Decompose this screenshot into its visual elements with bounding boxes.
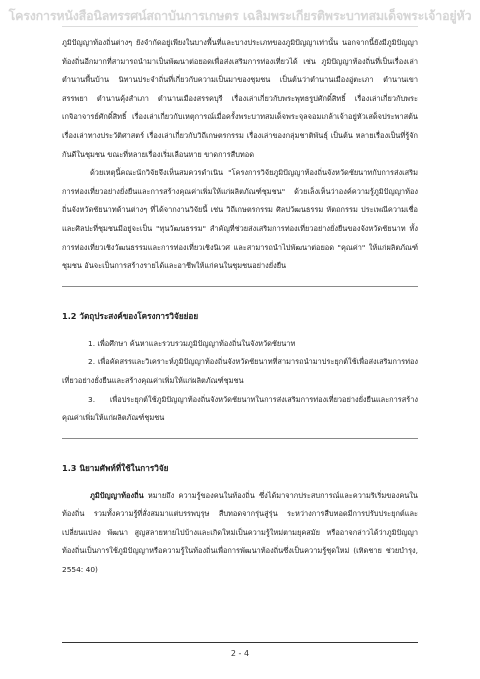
spacer (62, 428, 418, 438)
page-number: 2 - 4 (230, 649, 250, 658)
page-body (62, 34, 418, 580)
spacer (62, 477, 418, 487)
defined-term: ภูมิปัญญาท้องถิ่น (90, 490, 144, 500)
header-divider (62, 26, 418, 27)
objective-item-1: 1. เพื่อศึกษา ค้นหาและรวบรวมภูมิปัญญาท้องถิ่นในจังหวัดชัยนาท (88, 338, 296, 348)
objective-item-3: 3. เพื่อประยุกต์ใช้ภูมิปัญญาท้องถิ่นจังหวัดชัยนาทในการส่งเสริมการท่องเที่ยวอย่างยั่งยืนและการสร้างคุณค่าเพิ่มให้แก่ผลิตภัณฑ์ชุมชน (62, 394, 418, 423)
spacer (62, 287, 418, 307)
objective-item-2: 2. เพื่อคัดสรรและวิเคราะห์ภูมิปัญญาท้องถิ่นจังหวัดชัยนาทที่สามารถนำมาประยุกต์ใช้เพื่อส่งเสริมการท่องเที่ยวอย่างยั่งยืนและสร้างคุณค่าเพิ่มให้แก่ผลิตภัณฑ์ชุมชน (62, 357, 418, 385)
definition-text: หมายถึง ความรู้ของคนในท้องถิ่น ซึ่งได้มาจากประสบการณ์และความริเริ่มของคนในท้องถิ่น รวมทั้งความรู้ที่สั่งสมมาแต่บรรพบุรุษ สืบทอดจากรุ่นสู่รุ่น ระหว่างการสืบทอดมีการปรับประยุกต์และเปลี่ยนแปลง พัฒนา สูญสลายหายไปบ้างและเกิดใหม่เป็นความรู้ใหม่ตามยุคสมัย หรืออาจกล่าวได้ว่าภูมิปัญญาท้องถิ่นเป็นการใช้ภูมิปัญญาหรือความรู้ในท้องถิ่นเพื่อการพัฒนาท้องถิ่นซึ่งเป็นความรู้ชุดใหม่ (เทิดชาย ช่วยบำรุง, 2554: 40) (62, 490, 418, 575)
intro-paragraph-1: ภูมิปัญญาท้องถิ่นต่างๆ ยังจำกัดอยู่เพียงในบางพื้นที่และบางประเภทของภูมิปัญญาเท่านั้น นอกจากนี้ยังมีภูมิปัญญาท้องถิ่นอีกมากที่สามารถนำมาเป็นพัฒนาต่อยอดเพื่อส่งเสริมการท่องเที่ยวได้ เช่น ภูมิปัญญาท้องถิ่นที่เป็นเรื่องเล่า ตำนานพื้นบ้าน นิทานประจำถิ่นที่เกี่ยวกับความเป็นมาของชุมชน เป็นต้นว่าตำนานเมืองอู่ตะเภา ตำนานเขาสรรพยา ตำนานคุ้งสำเภา ตำนานเมืองสรรคบุรี เรื่องเล่าเกี่ยวกับพระพุทธรูปศักดิ์สิทธิ์ เรื่องเล่าเกี่ยวกับพระเกจิอาจารย์ศักดิ์สิทธิ์ เรื่องเล่าเกี่ยวกับเหตุการณ์เมื่อครั้งพระบาทสมเด็จพระจุลจอมเกล้าเจ้าอยู่หัวเสด็จประพาสต้น เรื่องเล่าทางประวัติศาสตร์ เรื่องเล่าเกี่ยวกับวิถีเกษตรกรรม เรื่องเล่าของกลุ่มชาติพันธุ์ เป็นต้น หลายเรื่องเป็นที่รู้จักกันดีในชุมชน ขณะที่หลายเรื่องเริ่มเลือนหาย ขาดการสืบทอด (62, 38, 418, 159)
definition-paragraph (62, 487, 418, 580)
section-heading-objectives: 1.2 วัตถุประสงค์ของโครงการวิจัยย่อย (62, 310, 199, 321)
section-heading-definitions: 1.3 นิยามศัพท์ที่ใช้ในการวิจัย (62, 462, 169, 473)
spacer (62, 325, 418, 335)
spacer (62, 276, 418, 286)
intro-paragraph-2: ด้วยเหตุนี้คณะนักวิจัยจึงเห็นสมควรดำเนิน "โครงการวิจัยภูมิปัญญาท้องถิ่นจังหวัดชัยนาทกับการส่งเสริมการท่องเที่ยวอย่างยั่งยืนและการสร้างคุณค่าเพิ่มให้แก่ผลิตภัณฑ์ชุมชน" ด้วยเล็งเห็นว่าองค์ความรู้ภูมิปัญญาท้องถิ่นจังหวัดชัยนาทด้านต่างๆ ที่ได้จากงานวิจัยนี้ เช่น วิถีเกษตรกรรม ศิลปวัฒนธรรม หัตถกรรม ประเพณีความเชื่อ และศิลปะที่ชุมชนมีอยู่จะเป็น "ทุนวัฒนธรรม" สำคัญที่ช่วยส่งเสริมการท่องเที่ยวอย่างยั่งยืนของจังหวัดชัยนาท ทั้งการท่องเที่ยวเชิงวัฒนธรรมและการท่องเที่ยวเชิงนิเวศ และสามารถนำไปพัฒนาต่อยอด "คุณค่า" ให้แก่ผลิตภัณฑ์ชุมชน อันจะเป็นการสร้างรายได้และอาชีพให้แก่คนในชุมชนอย่างยั่งยืน (62, 168, 418, 271)
spacer (62, 439, 418, 459)
footer-divider (62, 642, 418, 643)
running-header: โครงการหนังสือนิลทรรศน์สถาบันการเกษตร เฉลิมพระเกียรติพระบาทสมเด็จพระเจ้าอยู่หัว (8, 8, 472, 23)
